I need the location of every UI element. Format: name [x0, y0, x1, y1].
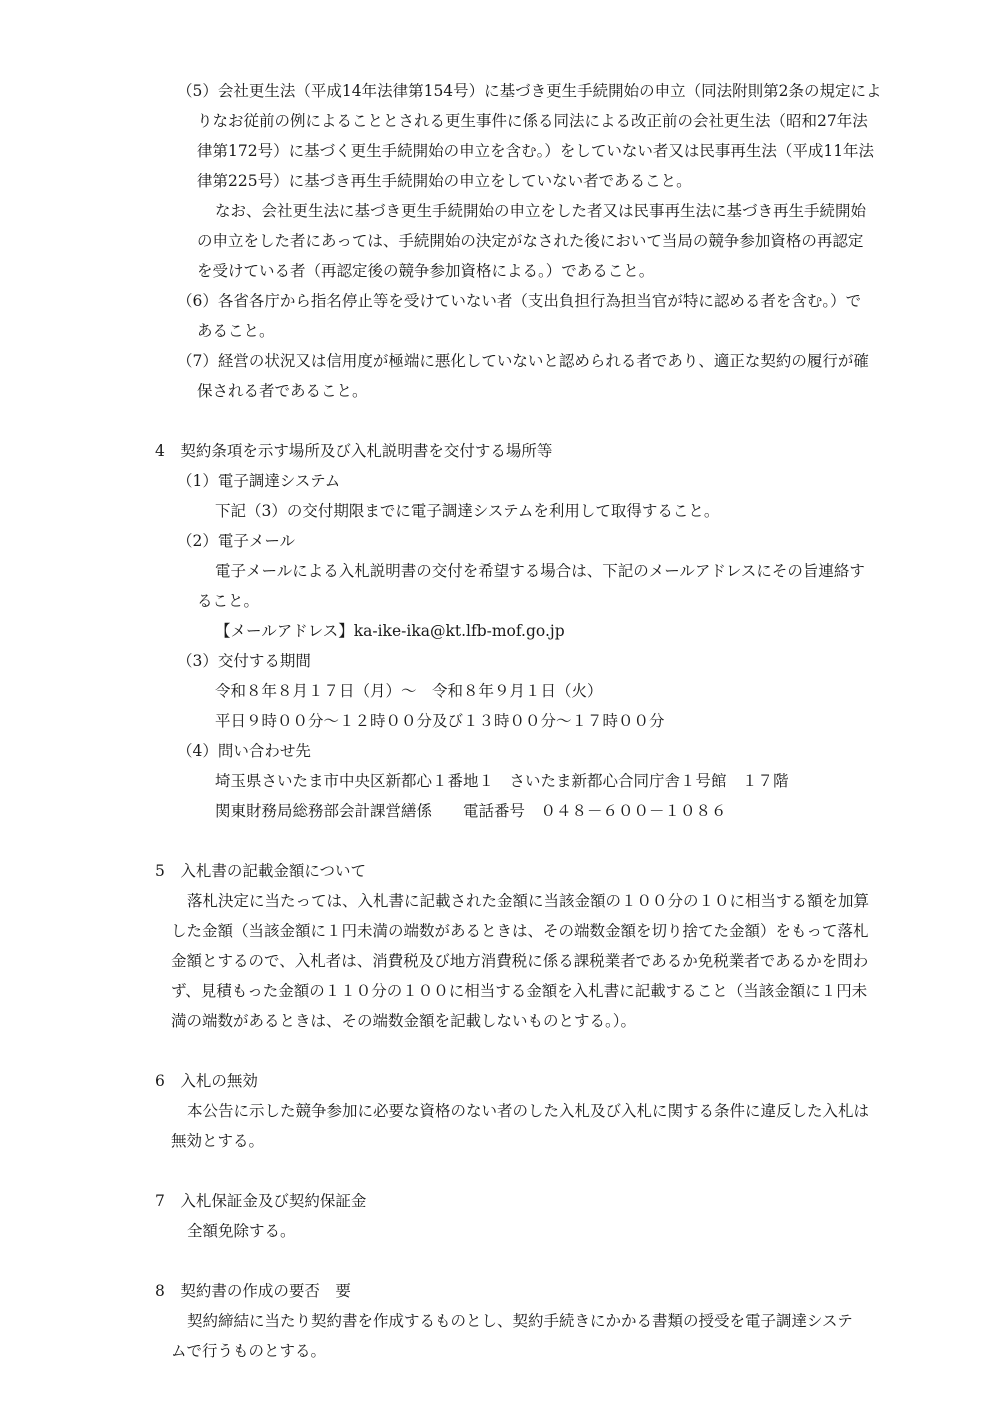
- section4-item2-line-2: ること。: [197, 592, 260, 610]
- section8-line-1: 契約締結に当たり契約書を作成するものとし、契約手続きにかかる書類の授受を電子調達システ: [187, 1312, 853, 1330]
- mail-address: 【メールアドレス】ka-ike-ika@kt.lfb-mof.go.jp: [215, 622, 565, 640]
- section7-text: 全額免除する。: [187, 1222, 296, 1240]
- contact-phone: 関東財務局総務部会計課営繕係 電話番号 ０４８－６００－１０８６: [215, 802, 727, 820]
- section8-line-2: ムで行うものとする。: [171, 1342, 327, 1360]
- contact-address: 埼玉県さいたま市中央区新都心１番地１ さいたま新都心合同庁舎１号館 １７階: [215, 772, 789, 790]
- qualification-item-7: [155, 346, 890, 406]
- section-4: [155, 436, 890, 826]
- section4-item4-label: （4）問い合わせ先: [177, 742, 311, 760]
- section5-line-5: 満の端数があるときは、その端数金額を記載しないものとする。）。: [171, 1012, 637, 1030]
- item5-line-3: 律第172号）に基づく更生手続開始の申立を含む。）をしていない者又は民事再生法（平成11年法: [197, 142, 875, 160]
- section5-line-3: 金額とするので、入札者は、消費税及び地方消費税に係る課税業者であるか免税業者であるかを問わ: [171, 952, 869, 970]
- spacer: [155, 1156, 890, 1186]
- section6-line-2: 無効とする。: [171, 1132, 265, 1150]
- section4-item2-line-1: 電子メールによる入札説明書の交付を希望する場合は、下記のメールアドレスにその旨連絡す: [215, 562, 865, 580]
- section-7: [155, 1186, 890, 1246]
- item6-line-2: あること。: [197, 322, 275, 340]
- item6-line-1: （6）各省各庁から指名停止等を受けていない者（支出負担行為担当官が特に認める者を含む。）で: [177, 292, 862, 310]
- item5-note-line-2: の申立をした者にあっては、手続開始の決定がなされた後において当局の競争参加資格の再認定: [197, 232, 864, 250]
- spacer: [155, 1036, 890, 1066]
- item5-line-2: りなお従前の例によることとされる更生事件に係る同法による改正前の会社更生法（昭和27年法: [197, 112, 868, 130]
- section5-line-4: ず、見積もった金額の１１０分の１００に相当する金額を入札書に記載すること（当該金額に１円未: [171, 982, 868, 1000]
- section5-line-1: 落札決定に当たっては、入札書に記載された金額に当該金額の１００分の１０に相当する額を加算: [187, 892, 870, 910]
- spacer: [155, 406, 890, 436]
- section-8: [155, 1276, 890, 1366]
- qualification-item-5: [155, 76, 890, 286]
- item5-note-line-3: を受けている者（再認定後の競争参加資格による。）であること。: [197, 262, 655, 280]
- item7-line-1: （7）経営の状況又は信用度が極端に悪化していないと認められる者であり、適正な契約の履行が確: [177, 352, 869, 370]
- item5-line-1: （5）会社更生法（平成14年法律第154号）に基づき更生手続開始の申立（同法附則第2条の規定によ: [177, 82, 882, 100]
- section-5: [155, 856, 890, 1036]
- section4-item2-label: （2）電子メール: [177, 532, 296, 550]
- section4-item1-label: （1）電子調達システム: [177, 472, 341, 490]
- section6-line-1: 本公告に示した競争参加に必要な資格のない者のした入札及び入札に関する条件に違反した入札は: [187, 1102, 870, 1120]
- section4-item1-text: 下記（3）の交付期限までに電子調達システムを利用して取得すること。: [215, 502, 720, 520]
- spacer: [155, 1246, 890, 1276]
- section6-heading: 6 入札の無効: [155, 1072, 258, 1090]
- qualification-item-6: [155, 286, 890, 346]
- item5-line-4: 律第225号）に基づき再生手続開始の申立をしていない者であること。: [197, 172, 692, 190]
- item5-note-line-1: なお、会社更生法に基づき更生手続開始の申立をした者又は民事再生法に基づき再生手続開始: [215, 202, 867, 220]
- issue-period: 令和８年８月１７日（月）～ 令和８年９月１日（火）: [215, 682, 603, 700]
- section4-heading: 4 契約条項を示す場所及び入札説明書を交付する場所等: [155, 442, 553, 460]
- spacer: [155, 826, 890, 856]
- item7-line-2: 保される者であること。: [197, 382, 368, 400]
- section-6: [155, 1066, 890, 1156]
- section8-heading: 8 契約書の作成の要否 要: [155, 1282, 351, 1300]
- section5-heading: 5 入札書の記載金額について: [155, 862, 367, 880]
- issue-hours: 平日９時００分～１２時００分及び１３時００分～１７時００分: [215, 712, 665, 730]
- section4-item3-label: （3）交付する期間: [177, 652, 311, 670]
- section5-line-2: した金額（当該金額に１円未満の端数があるときは、その端数金額を切り捨てた金額）をもって落札: [171, 922, 869, 940]
- section7-heading: 7 入札保証金及び契約保証金: [155, 1192, 367, 1210]
